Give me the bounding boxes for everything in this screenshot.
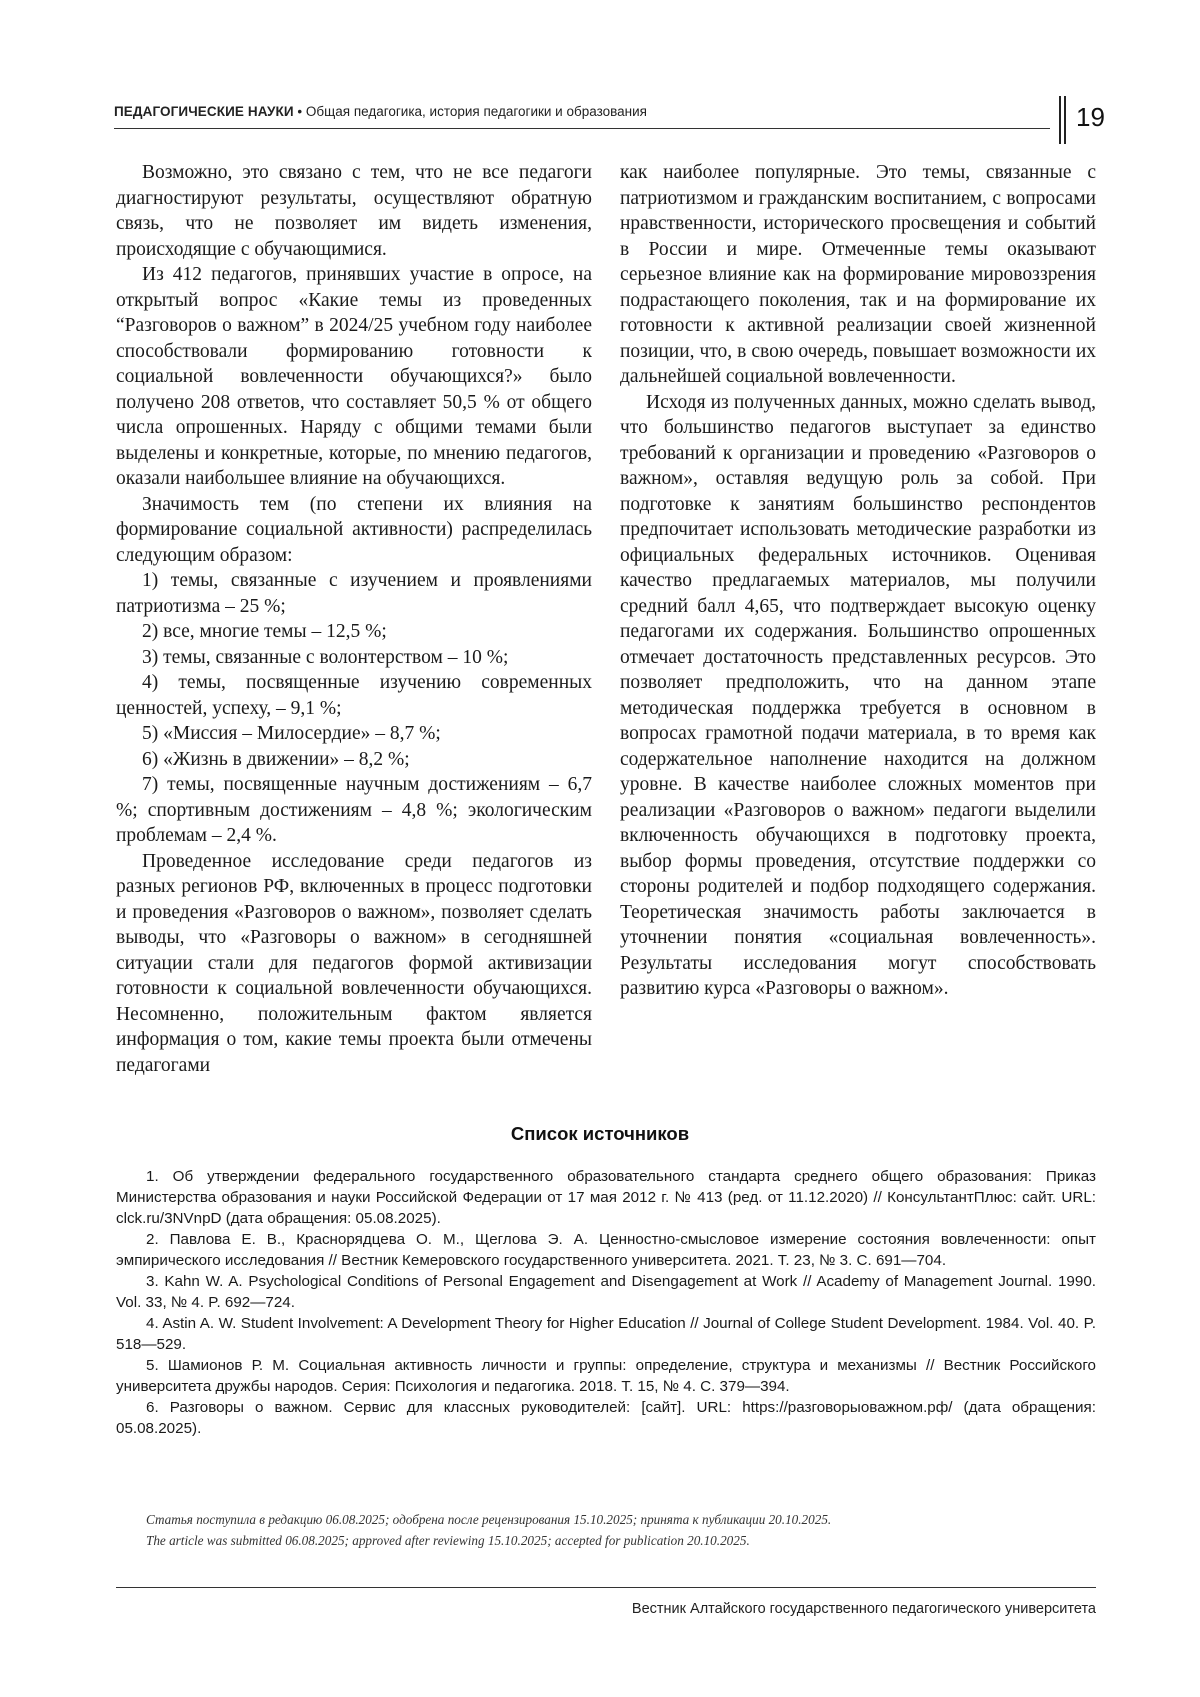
paragraph: как наиболее популярные. Это темы, связанные с патриотизмом и гражданским воспитанием, с вопросами нравственности, исторического просвещения и событий в России и мире. Отмеченные темы оказывают серьезное влияние как на формирование мировоззрения подрастающего поколения, так и на формирование их готовности к активной реализации своей жизненной позиции, что, в свою очередь, повышает возможности их дальнейшей социальной вовлеченности.: [620, 162, 1096, 387]
list-item: 4) темы, посвященные изучению современных ценностей, успеху, – 9,1 %;: [116, 672, 592, 719]
reference-item: 2. Павлова Е. В., Краснорядцева О. М., Щеглова Э. А. Ценностно-смысловое измерение состояния вовлеченности: опыт эмпирического исследования // Вестник Кемеровского государственного университета. 2021. Т. 23, № 3. С. 691—704.: [116, 1231, 1096, 1269]
reference-item: 6. Разговоры о важном. Сервис для классных руководителей: [сайт]. URL: https://разговорыоважном.рф/ (дата обращения: 05.08.2025).: [116, 1399, 1096, 1437]
footer-rule: [116, 1587, 1096, 1588]
list-item: 1) темы, связанные с изучением и проявлениями патриотизма – 25 %;: [116, 570, 592, 617]
reference-item: 4. Astin A. W. Student Involvement: A Development Theory for Higher Education // Journal of College Student Development. 1984. Vol. 40. P. 518—529.: [116, 1315, 1096, 1353]
left-column: [116, 160, 592, 1078]
header-vertical-bar: [1059, 96, 1061, 144]
header-section: ПЕДАГОГИЧЕСКИЕ НАУКИ: [114, 104, 294, 119]
reference-item: 1. Об утверждении федерального государственного образовательного стандарта среднего общего образования: Приказ Министерства образования и науки Российской Федерации от 17 мая 2012 г. № 413 (ред. от 11.12.2020) // КонсультантПлюс: сайт. URL: clck.ru/3NVnpD (дата обращения: 05.08.2025).: [116, 1168, 1096, 1227]
right-column: [620, 160, 1096, 1002]
submission-note-en: The article was submitted 06.08.2025; approved after reviewing 15.10.2025; accepted for publication 20.10.2025.: [146, 1533, 750, 1548]
paragraph: Из 412 педагогов, принявших участие в опросе, на открытый вопрос «Какие темы из проведенных “Разговоров о важном” в 2024/25 учебном году наиболее способствовали формированию готовности к социальной вовлеченности обучающихся?» было получено 208 ответов, что составляет 50,5 % от общего числа опрошенных. Наряду с общими темами были выделены и конкретные, которые, по мнению педагогов, оказали наибольшее влияние на обучающихся.: [116, 264, 592, 489]
references-list: [116, 1166, 1096, 1439]
header-title: [114, 104, 647, 119]
paragraph: Возможно, это связано с тем, что не все педагоги диагностируют результаты, осуществляют обратную связь, что не позволяет им видеть изменения, происходящие с обучающимися.: [116, 162, 592, 260]
reference-item: 5. Шамионов Р. М. Социальная активность личности и группы: определение, структура и механизмы // Вестник Российского университета дружбы народов. Серия: Психология и педагогика. 2018. Т. 15, № 4. С. 379—394.: [116, 1357, 1096, 1395]
paragraph: Проведенное исследование среди педагогов из разных регионов РФ, включенных в процесс подготовки и проведения «Разговоров о важном», позволяет сделать выводы, что «Разговоры о важном» в сегодняшней ситуации стали для педагогов формой активизации готовности к социальной вовлеченности обучающихся. Несомненно, положительным фактом является информация о том, какие темы проекта были отмечены педагогами: [116, 850, 592, 1076]
article-history-notes: [146, 1509, 831, 1551]
page-number: 19: [1076, 102, 1105, 132]
header-rule: [114, 128, 1050, 129]
paragraph: Исходя из полученных данных, можно сделать вывод, что большинство педагогов выступает за единство требований к организации и проведению «Разговоров о важном», оставляя ведущую роль за собой. При подготовке к занятиям большинство респондентов предпочитает использовать методические разработки из официальных федеральных источников. Оценивая качество предлагаемых материалов, мы получили средний балл 4,65, что подтверждает высокую оценку педагогами их содержания. Большинство опрошенных отмечает достаточность представленных ресурсов. Это позволяет предположить, что на данном этапе методическая поддержка требуется в основном в вопросах грамотной подачи материала, в то время как содержательное наполнение находится на должном уровне. В качестве наиболее сложных моментов при реализации «Разговоров о важном» педагоги выделили включенность обучающихся в подготовку проекта, выбор формы проведения, отсутствие поддержки со стороны родителей и подбор подходящего содержания. Теоретическая значимость работы заключается в уточнении понятия «социальная вовлеченность». Результаты исследования могут способствовать развитию курса «Разговоры о важном».: [620, 391, 1096, 999]
references-title: Список источников: [510, 1123, 690, 1144]
header-separator: •: [293, 104, 306, 119]
header-subsection: Общая педагогика, история педагогики и образования: [305, 104, 647, 119]
list-item: 7) темы, посвященные научным достижениям – 6,7 %; спортивным достижениям – 4,8 %; экологическим проблемам – 2,4 %.: [116, 774, 592, 846]
header-vertical-bar: [1064, 96, 1066, 144]
submission-note-ru: Статья поступила в редакцию 06.08.2025; одобрена после рецензирования 15.10.2025; принята к публикации 20.10.2025.: [146, 1512, 832, 1527]
running-header: [114, 96, 1114, 144]
reference-item: 3. Kahn W. A. Psychological Conditions of Personal Engagement and Disengagement at Work // Academy of Management Journal. 1990. Vol. 33, № 4. P. 692—724.: [116, 1273, 1096, 1311]
list-item: 3) темы, связанные с волонтерством – 10 %;: [142, 646, 509, 668]
list-item: 5) «Миссия – Милосердие» – 8,7 %;: [142, 723, 441, 744]
list-item: 6) «Жизнь в движении» – 8,2 %;: [142, 748, 410, 770]
list-item: 2) все, многие темы – 12,5 %;: [142, 621, 387, 642]
footer-journal-title: Вестник Алтайского государственного педагогического университета: [631, 1601, 1096, 1617]
paragraph: Значимость тем (по степени их влияния на формирование социальной активности) распределилась следующим образом:: [116, 493, 592, 566]
